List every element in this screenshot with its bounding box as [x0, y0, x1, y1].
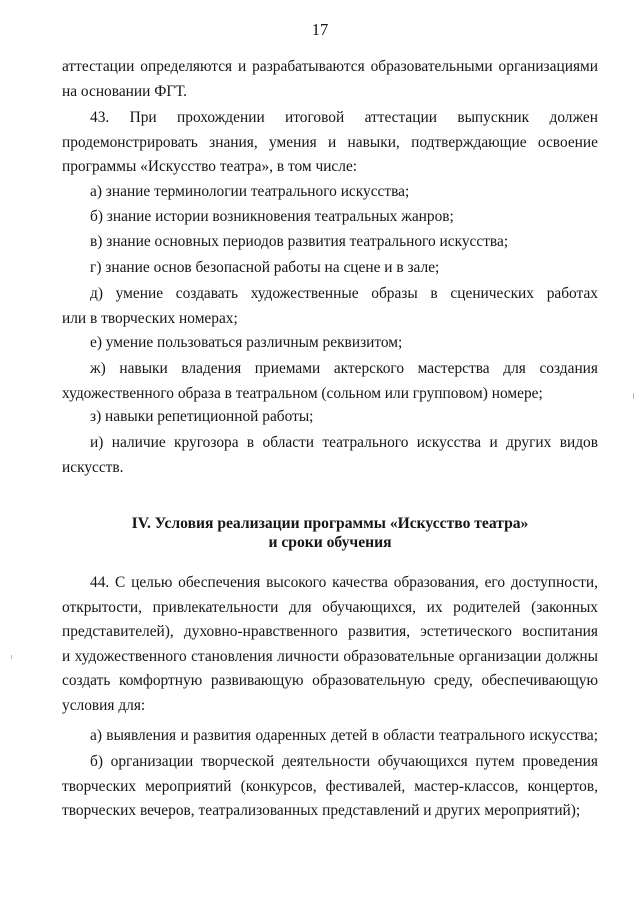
paragraph-44 [62, 571, 598, 719]
list-item-g [62, 256, 598, 281]
text-line: б) организации творческой деятельности обучающихся путем проведения [90, 753, 598, 770]
list-item-d [62, 282, 598, 331]
list-item-i [62, 431, 598, 480]
list-item-a2 [62, 724, 598, 749]
text-line: условия для: [62, 696, 146, 714]
text-line: и художественного становления личности образовательные организации должны [62, 647, 598, 665]
text-line: и) наличие кругозора в области театрального искусства и других видов [90, 434, 598, 451]
scan-speck [11, 655, 12, 659]
list-item-e [62, 331, 598, 356]
section-heading [62, 514, 598, 552]
list-item-b [62, 205, 598, 230]
text-line: творческих мероприятий (конкурсов, фестивалей, мастер-классов, концертов, [62, 777, 598, 795]
text-line: ж) навыки владения приемами актерского мастерства для создания [90, 360, 598, 377]
text-line: создать комфортную развивающую образовательную среду, обеспечивающую [62, 672, 598, 690]
text-line: в) знание основных периодов развития театрального искусства; [90, 233, 509, 250]
text-line: е) умение пользоваться различным реквизитом; [90, 334, 403, 351]
text-line: искусств. [62, 458, 124, 476]
text-line: 43. При прохождении итоговой аттестации выпускник должен [90, 109, 598, 126]
list-item-z [62, 405, 598, 430]
text-line: а) выявления и развития одаренных детей в области театрального искусства; [90, 727, 598, 744]
text-line: аттестации определяются и разрабатываются образовательными организациями [62, 58, 598, 75]
scan-speck [633, 393, 634, 399]
text-line: на основании ФГТ. [62, 82, 187, 100]
text-line: продемонстрировать знания, умения и навыки, подтверждающие освоение [62, 133, 598, 151]
text-line: з) навыки репетиционной работы; [90, 408, 314, 425]
text-line: программы «Искусство театра», в том числе: [62, 158, 358, 176]
section-heading-line-2: и сроки обучения [268, 534, 392, 551]
page-number: 17 [311, 20, 329, 39]
text-line: или в творческих номерах; [62, 309, 238, 327]
paragraph-43 [62, 106, 598, 180]
text-line: д) умение создавать художественные образы в сценических работах [90, 285, 598, 302]
paragraph-continuation [62, 55, 598, 104]
text-line: а) знание терминологии театрального искусства; [90, 183, 410, 200]
list-item-zh [62, 357, 598, 406]
section-heading-line-1: IV. Условия реализации программы «Искусство театра» [131, 515, 529, 532]
text-line: б) знание истории возникновения театральных жанров; [90, 208, 454, 225]
text-line: художественного образа в театральном (сольном или групповом) номере; [62, 384, 543, 402]
list-item-v [62, 230, 598, 255]
text-line: 44. С целью обеспечения высокого качества образования, его доступности, [90, 574, 598, 591]
text-line: творческих вечеров, театрализованных представлений и других мероприятий); [62, 802, 581, 820]
list-item-b2 [62, 750, 598, 824]
text-line: открытости, привлекательности для обучающихся, их родителей (законных [62, 598, 598, 616]
text-line: г) знание основ безопасной работы на сцене и в зале; [90, 259, 440, 276]
list-item-a [62, 180, 598, 205]
text-line: представителей), духовно-нравственного развития, эстетического воспитания [62, 623, 598, 641]
